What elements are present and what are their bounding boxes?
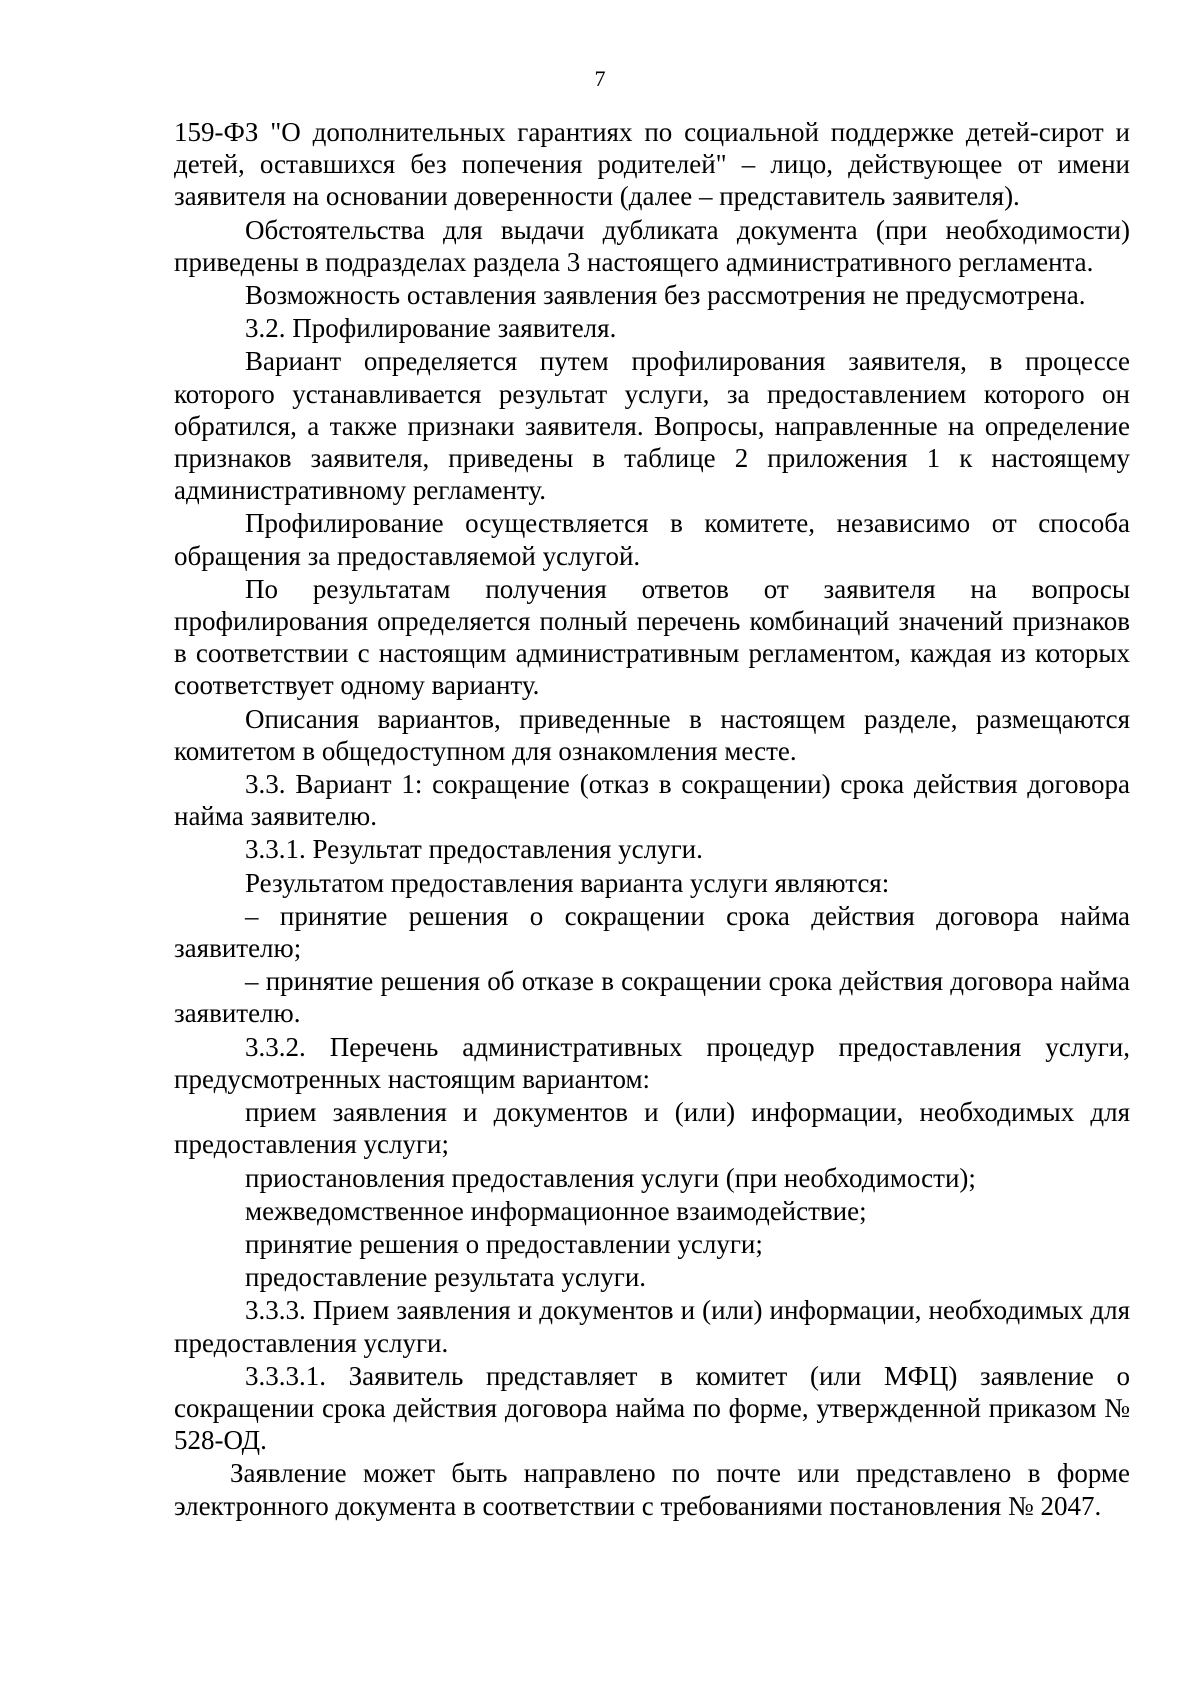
paragraph-profiling-results: По результатам получения ответов от заявителя на вопросы профилирования определяется полный перечень комбинаций значений признаков в соответствии с настоящим административным регламентом, каждая из которых соответствует одному варианту. xyxy=(174,573,1130,701)
section-heading-3-3-3-1: 3.3.3.1. Заявитель представляет в комитет (или МФЦ) заявление о сокращении срока действия договора найма по форме, утвержденной приказом № 528-ОД. xyxy=(174,1360,1130,1456)
page-number: 7 xyxy=(594,66,606,91)
paragraph-variant-descriptions: Описания вариантов, приведенные в настоящем разделе, размещаются комитетом в общедоступном для ознакомления месте. xyxy=(174,703,1130,766)
list-item-reduction-decision: – принятие решения о сокращении срока действия договора найма заявителю; xyxy=(174,900,1130,964)
paragraph-profiling-location: Профилирование осуществляется в комитете, независимо от способа обращения за предоставляемой услугой. xyxy=(174,508,1130,571)
list-item-reception: прием заявления и документов и (или) информации, необходимых для предоставления услуги; xyxy=(174,1097,1130,1160)
list-item-decision: принятие решения о предоставлении услуги; xyxy=(245,1228,763,1259)
list-item-provision: предоставление результата услуги. xyxy=(245,1262,647,1293)
list-item-interagency: межведомственное информационное взаимодействие; xyxy=(245,1195,867,1226)
section-heading-3-3-1: 3.3.1. Результат предоставления услуги. xyxy=(245,834,703,865)
section-heading-3-3-2: 3.3.2. Перечень административных процедур предоставления услуги, предусмотренных настоящим вариантом: xyxy=(174,1031,1130,1094)
section-heading-3-3-3: 3.3.3. Прием заявления и документов и (или) информации, необходимых для предоставления услуги. xyxy=(174,1295,1130,1358)
section-heading-3-3: 3.3. Вариант 1: сокращение (отказ в сокращении) срока действия договора найма заявителю. xyxy=(174,769,1130,832)
paragraph-continuation: 159-ФЗ "О дополнительных гарантиях по социальной поддержке детей-сирот и детей, оставшихся без попечения родителей" – лицо, действующее от имени заявителя на основании доверенности (далее – представитель заявителя). xyxy=(174,117,1130,212)
page-body xyxy=(174,116,1130,1522)
list-item-refusal-decision: – принятие решения об отказе в сокращении срока действия договора найма заявителю. xyxy=(174,966,1130,1029)
paragraph-variant-definition: Вариант определяется путем профилирования заявителя, в процессе которого устанавливается результат услуги, за предоставлением которого он обратился, а также признаки заявителя. Вопросы, направленные на определение признаков заявителя, приведены в таблице 2 приложения 1 к настоящему административному регламенту. xyxy=(174,346,1130,506)
paragraph-no-dismissal: Возможность оставления заявления без рассмотрения не предусмотрена. xyxy=(245,280,1086,311)
paragraph-submission-methods: Заявление может быть направлено по почте или представлено в форме электронного документа в соответствии с требованиями постановления № 2047. xyxy=(174,1458,1130,1521)
paragraph-results-intro: Результатом предоставления варианта услуги являются: xyxy=(245,867,890,898)
section-heading-3-2: 3.2. Профилирование заявителя. xyxy=(245,313,617,344)
paragraph-duplicate-circumstances: Обстоятельства для выдачи дубликата документа (при необходимости) приведены в подразделах раздела 3 настоящего административного регламента. xyxy=(174,214,1130,277)
list-item-suspension: приостановления предоставления услуги (при необходимости); xyxy=(245,1162,976,1193)
